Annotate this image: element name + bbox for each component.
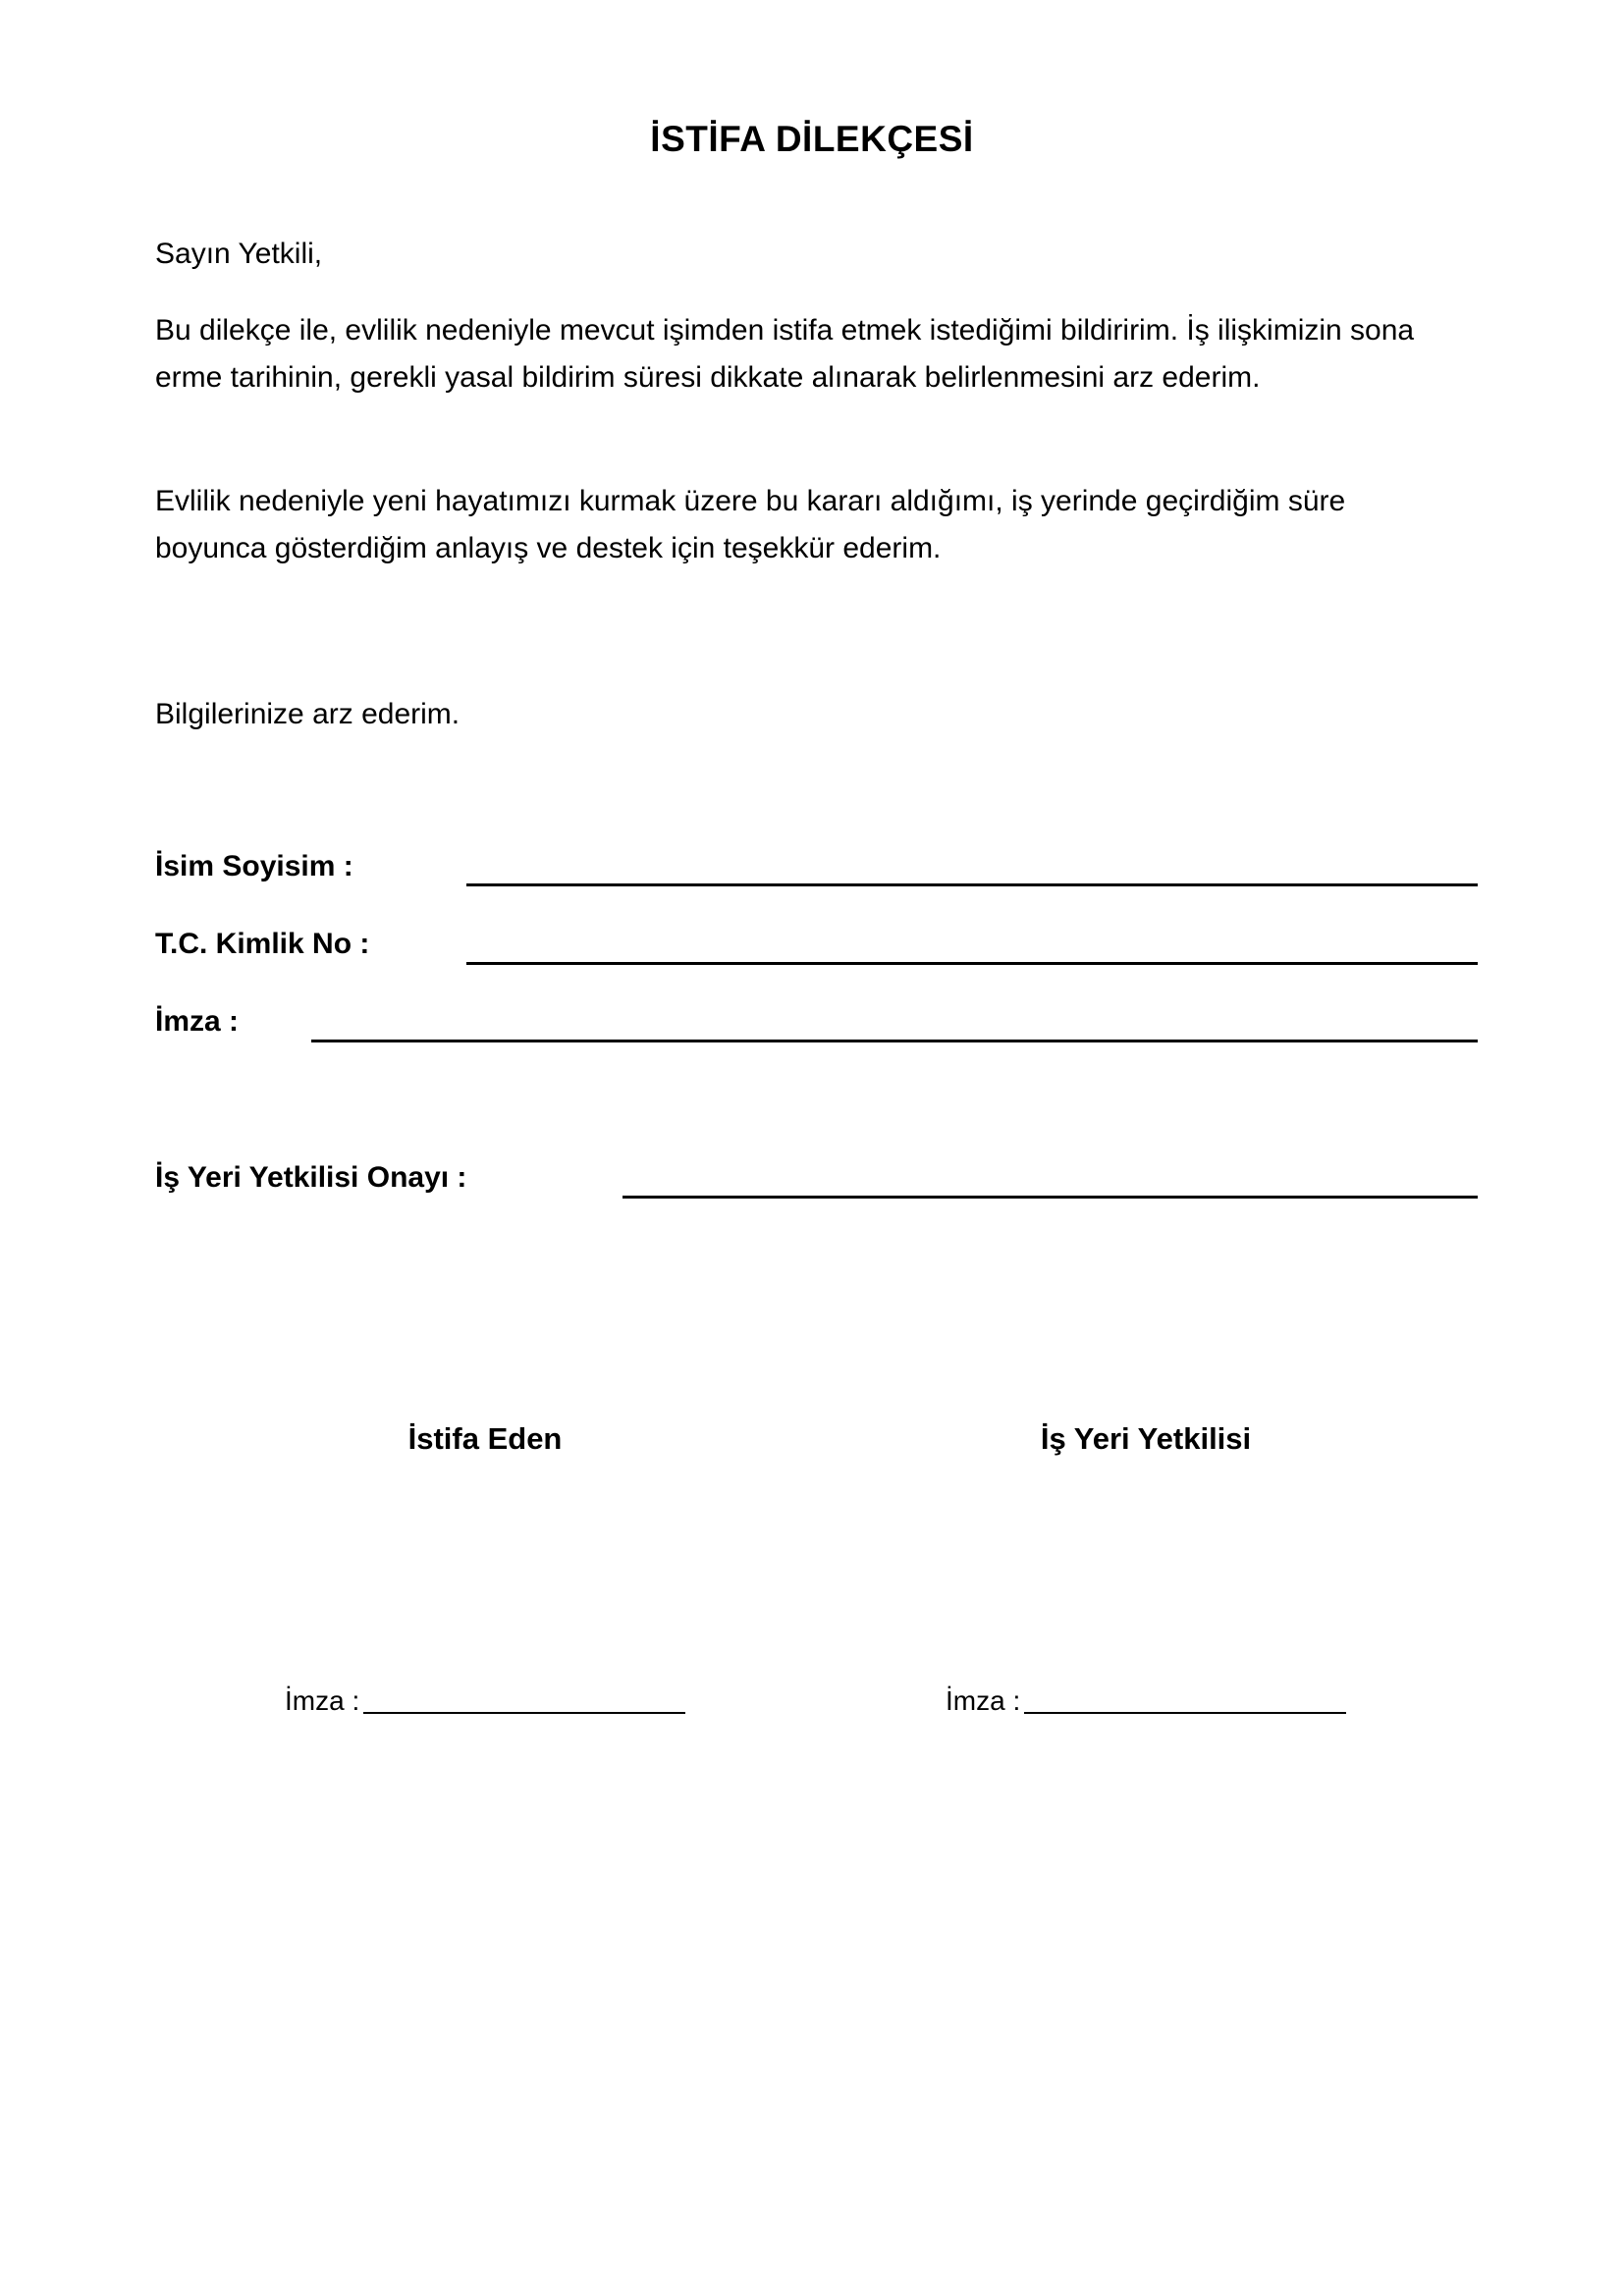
- approval-field-line[interactable]: [623, 1196, 1478, 1199]
- resigning-signature-label: İmza :: [285, 1685, 360, 1716]
- approval-field-label: İş Yeri Yetkilisi Onayı :: [155, 1161, 467, 1194]
- paragraph-1-line: erme tarihinin, gerekli yasal bildirim süresi dikkate alınarak belirlenmesini arz ederim.: [155, 361, 1261, 394]
- signature-field-label: İmza :: [155, 1005, 240, 1038]
- employer-heading: İş Yeri Yetkilisi: [1040, 1421, 1252, 1456]
- employer-signature-block: [946, 1682, 1346, 1721]
- resigning-signature-line[interactable]: [363, 1712, 685, 1714]
- paragraph-2: [155, 478, 1345, 572]
- employer-signature-line[interactable]: [1024, 1712, 1346, 1714]
- paragraph-1-line: Bu dilekçe ile, evlilik nedeniyle mevcut işimden istifa etmek istediğimi bildiririm. İş ilişkimizin sona: [155, 314, 1415, 347]
- resigning-signature-block: [285, 1682, 685, 1721]
- paragraph-2-line: boyunca gösterdiğim anlayış ve destek için teşekkür ederim.: [155, 532, 942, 564]
- paragraph-2-line: Evlilik nedeniyle yeni hayatımızı kurmak üzere bu kararı aldığımı, iş yerinde geçirdiğim süre: [155, 485, 1346, 517]
- tc-id-field-line[interactable]: [466, 962, 1478, 965]
- resigning-person-heading: İstifa Eden: [407, 1421, 563, 1456]
- name-field-line[interactable]: [466, 883, 1478, 886]
- employer-signature-label: İmza :: [946, 1685, 1021, 1716]
- closing-text: Bilgilerinize arz ederim.: [155, 698, 460, 730]
- document-title: İSTİFA DİLEKÇESİ: [650, 119, 974, 159]
- tc-id-field-label: T.C. Kimlik No :: [155, 928, 370, 960]
- name-field-label: İsim Soyisim :: [155, 850, 353, 882]
- signature-field-line[interactable]: [311, 1040, 1478, 1042]
- paragraph-1: [155, 307, 1414, 401]
- salutation: Sayın Yetkili,: [155, 238, 323, 270]
